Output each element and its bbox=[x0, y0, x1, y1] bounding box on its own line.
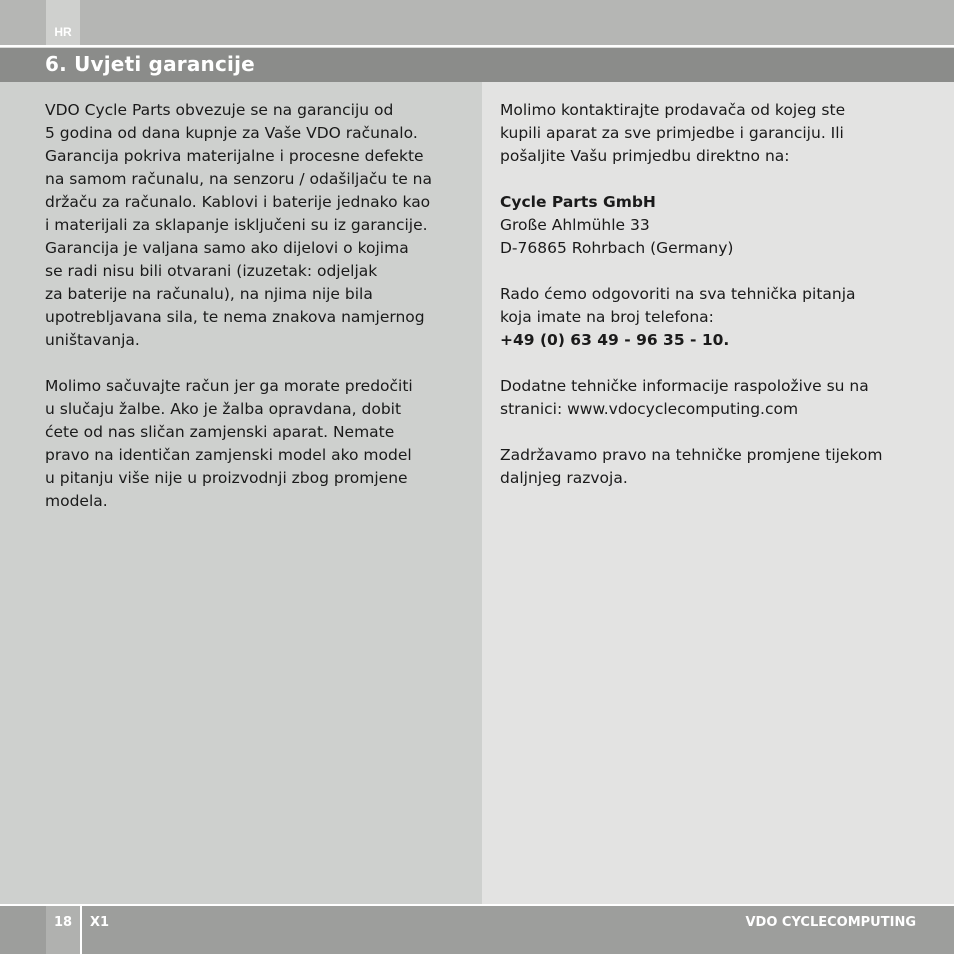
phone-number: +49 (0) 63 49 - 96 35 - 10. bbox=[500, 331, 730, 349]
website-paragraph: Dodatne tehničke informacije raspoložive su na stranici: www.vdocyclecomputing.com bbox=[500, 377, 869, 418]
brand-name: VDO CYCLECOMPUTING bbox=[745, 915, 916, 930]
receipt-paragraph: Molimo sačuvajte račun jer ga morate predočiti u slučaju žalbe. Ako je žalba opravdana, dobit ćete od nas sličan zamjenski aparat. Nemate pravo na identičan zamjenski model ako model u pitanju više nije u proizvodnji zbog promjene modela. bbox=[45, 377, 413, 510]
page-number: 18 bbox=[54, 915, 73, 930]
right-column-text bbox=[500, 99, 940, 490]
contact-paragraph: Molimo kontaktirajte prodavača od kojeg ste kupili aparat za sve primjedbe i garanciju. Ili pošaljite Vašu primjedbu direktno na: bbox=[500, 101, 846, 165]
top-band bbox=[0, 0, 954, 45]
section-title: 6. Uvjeti garancije bbox=[45, 52, 255, 76]
footer-bar bbox=[0, 904, 954, 954]
company-street: Große Ahlmühle 33 bbox=[500, 216, 650, 234]
warranty-paragraph: VDO Cycle Parts obvezuje se na garanciju od 5 godina od dana kupnje za Vaše VDO računalo. Garancija pokriva materijalne i procesne defekte na samom računalu, na senzoru / odašiljaču te na držaču za računalo. Kablovi i baterije jednako kao i materijali za sklapanje isključeni su iz garancije. Garancija je valjana samo ako dijelovi o kojima se radi nisu bili otvarani (izuzetak: odjeljak za baterije na računalu), na njima nije bila upotrebljavana sila, te nema znakova namjernog uništavanja. bbox=[45, 101, 432, 349]
left-column-text bbox=[45, 99, 475, 513]
language-tab: HR bbox=[46, 0, 80, 45]
company-name: Cycle Parts GmbH bbox=[500, 193, 656, 211]
company-city: D-76865 Rohrbach (Germany) bbox=[500, 239, 734, 257]
section-title-bar bbox=[0, 47, 954, 82]
support-paragraph: Rado ćemo odgovoriti na sva tehnička pitanja koja imate na broj telefona: bbox=[500, 285, 856, 326]
rights-paragraph: Zadržavamo pravo na tehničke promjene tijekom daljnjeg razvoja. bbox=[500, 446, 883, 487]
page-number-box bbox=[46, 906, 82, 954]
model-name: X1 bbox=[90, 915, 110, 930]
